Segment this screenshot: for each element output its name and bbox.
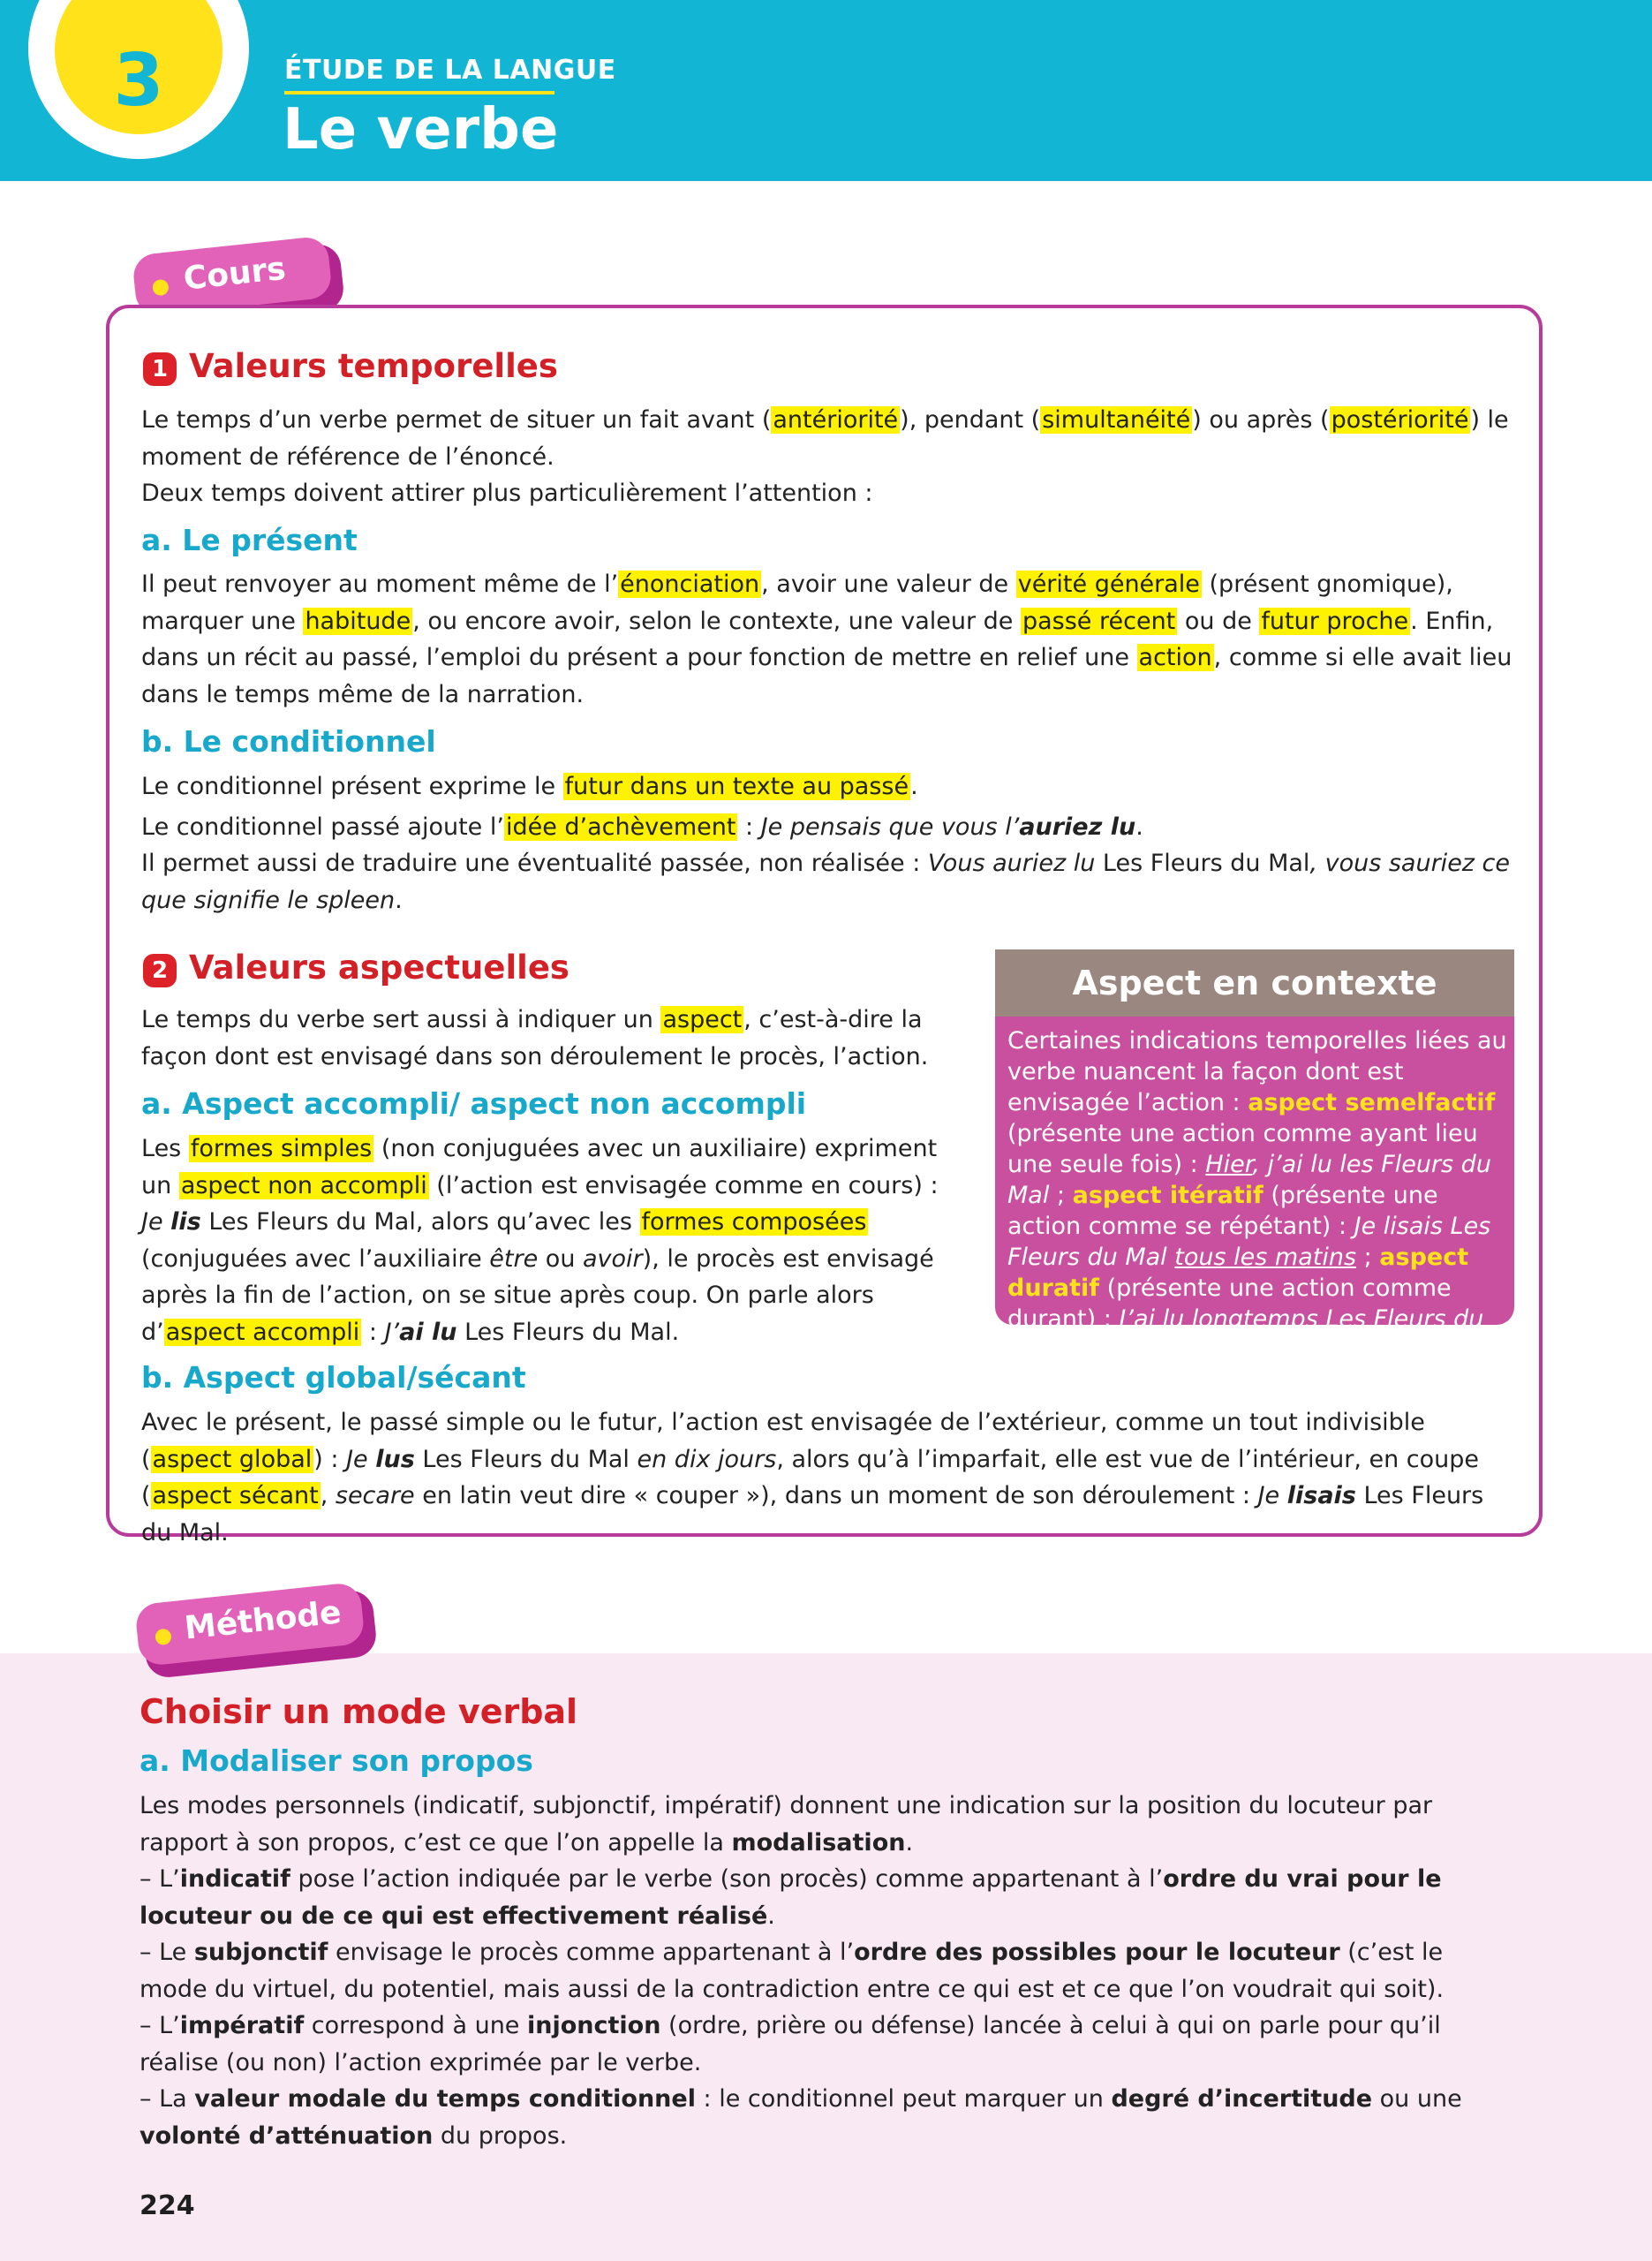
chapter-number: 3	[113, 39, 164, 123]
chapter-header	[0, 0, 1652, 181]
aspect-accompli-subtitle: a. Aspect accompli/ aspect non accompli	[141, 1086, 807, 1121]
conditionnel-subtitle: b. Le conditionnel	[141, 724, 436, 759]
present-text: Il peut renvoyer au moment même de l’énonciation, avoir une valeur de vérité générale (présent gnomique), marquer une habitude, ou encore avoir, selon le contexte, une valeur de passé récent ou de futur proche. Enfin, dans un récit au passé, l’emploi du présent a pour fonction de mettre en relief une action, comme si elle avait lieu dans le temps même de la narration.	[141, 571, 1512, 708]
section-1-title: Valeurs temporelles	[189, 347, 558, 385]
present-subtitle: a. Le présent	[141, 523, 358, 557]
aspect-global-subtitle: b. Aspect global/sécant	[141, 1360, 526, 1395]
highlight: simultanéité	[1042, 406, 1191, 434]
methode-tag-label: Méthode	[183, 1594, 343, 1647]
cours-tag-label: Cours	[181, 250, 288, 298]
modaliser-subtitle: a. Modaliser son propos	[140, 1743, 533, 1778]
page-number: 224	[140, 2190, 195, 2221]
conditionnel-text: Le conditionnel présent exprime le futur dans un texte au passé. Le conditionnel passé ajoute l’idée d’achèvement : Je pensais que vous l’auriez lu. Il permet aussi de traduire une éventualité passée, non réalisée : Vous auriez lu Les Fleurs du Mal, vous sauriez ce que signifie le spleen.	[141, 773, 1511, 914]
section-1-intro: Le temps d’un verbe permet de situer un fait avant (antériorité), pendant (simultanéité) ou après (postériorité) le moment de référence de l’énoncé. Deux temps doivent attirer plus particulièrement l’attention :	[141, 406, 1509, 507]
methode-text: Les modes personnels (indicatif, subjonctif, impératif) donnent une indication sur la position du locuteur par rapport à son propos, c’est ce que l’on appelle la modalisation. – L’indicatif pose l’action indiquée par le verbe (son procès) comme appartenant à l’ordre du vrai pour le locuteur ou de ce qui est effectivement réalisé. – Le subjonctif envisage le procès comme appartenant à l’ordre des possibles pour le locuteur (c’est le mode du virtuel, du potentiel, mais aussi de la contradiction entre ce qui est et ce que l’on voudrait qui soit). – L’impératif correspond à une injonction (ordre, prière ou défense) lancée à celui à qui on parle pour qu’il réalise (ou non) l’action exprimée par le verbe. – La valeur modale du temps conditionnel : le conditionnel peut marquer un degré d’incertitude ou une volonté d’atténuation du propos.	[140, 1792, 1462, 2150]
aspect-context-title: Aspect en contexte	[1072, 964, 1437, 1002]
section-1-badge: 1	[143, 352, 177, 386]
chapter-kicker: ÉTUDE DE LA LANGUE	[284, 55, 616, 86]
aspect-context-box	[995, 949, 1514, 1364]
highlight: antériorité	[773, 406, 899, 434]
methode-title: Choisir un mode verbal	[140, 1692, 578, 1731]
tag-bullet-icon	[152, 279, 170, 297]
aspect-global-text: Avec le présent, le passé simple ou le futur, l’action est envisagée de l’extérieur, comme un tout indivisible (aspect global) : Je lus Les Fleurs du Mal en dix jours, alors qu’à l’imparfait, elle est vue de l’intérieur, en coupe (aspect sécant, secare en latin veut dire « couper »), dans un moment de son déroulement : Je lisais Les Fleurs du Mal.	[141, 1409, 1484, 1546]
aspect-context-text: Certaines indications temporelles liées au verbe nuancent la façon dont est envisagée l’action : aspect semelfactif (présente une action comme ayant lieu une seule fois) : Hier, j’ai lu les Fleurs du Mal ; aspect itératif (présente une action comme se répétant) : Je lisais Les Fleurs du Mal tous les matins ; aspect duratif (présente une action comme durant) : J’ai lu longtemps Les Fleurs du Mal.	[1007, 1027, 1507, 1364]
kicker-underline	[284, 91, 554, 95]
section-2-title: Valeurs aspectuelles	[189, 949, 570, 987]
aspect-accompli-text: Les formes simples (non conjuguées avec un auxiliaire) expriment un aspect non accompli (l’action est envisagée comme en cours) : Je lis Les Fleurs du Mal, alors qu’avec les formes composées (conjuguées avec l’auxiliaire être ou avoir), le procès est envisagé après la fin de l’action, on se situe après coup. On parle alors d’aspect accompli : J’ai lu Les Fleurs du Mal.	[141, 1135, 939, 1346]
section-2-intro: Le temps du verbe sert aussi à indiquer un aspect, c’est-à-dire la façon dont est envisagé dans son déroulement le procès, l’action.	[141, 1006, 929, 1070]
highlight: postériorité	[1331, 406, 1469, 434]
tag-bullet-icon	[155, 1628, 172, 1645]
section-2-badge: 2	[143, 954, 177, 987]
page-title: Le verbe	[283, 97, 559, 163]
